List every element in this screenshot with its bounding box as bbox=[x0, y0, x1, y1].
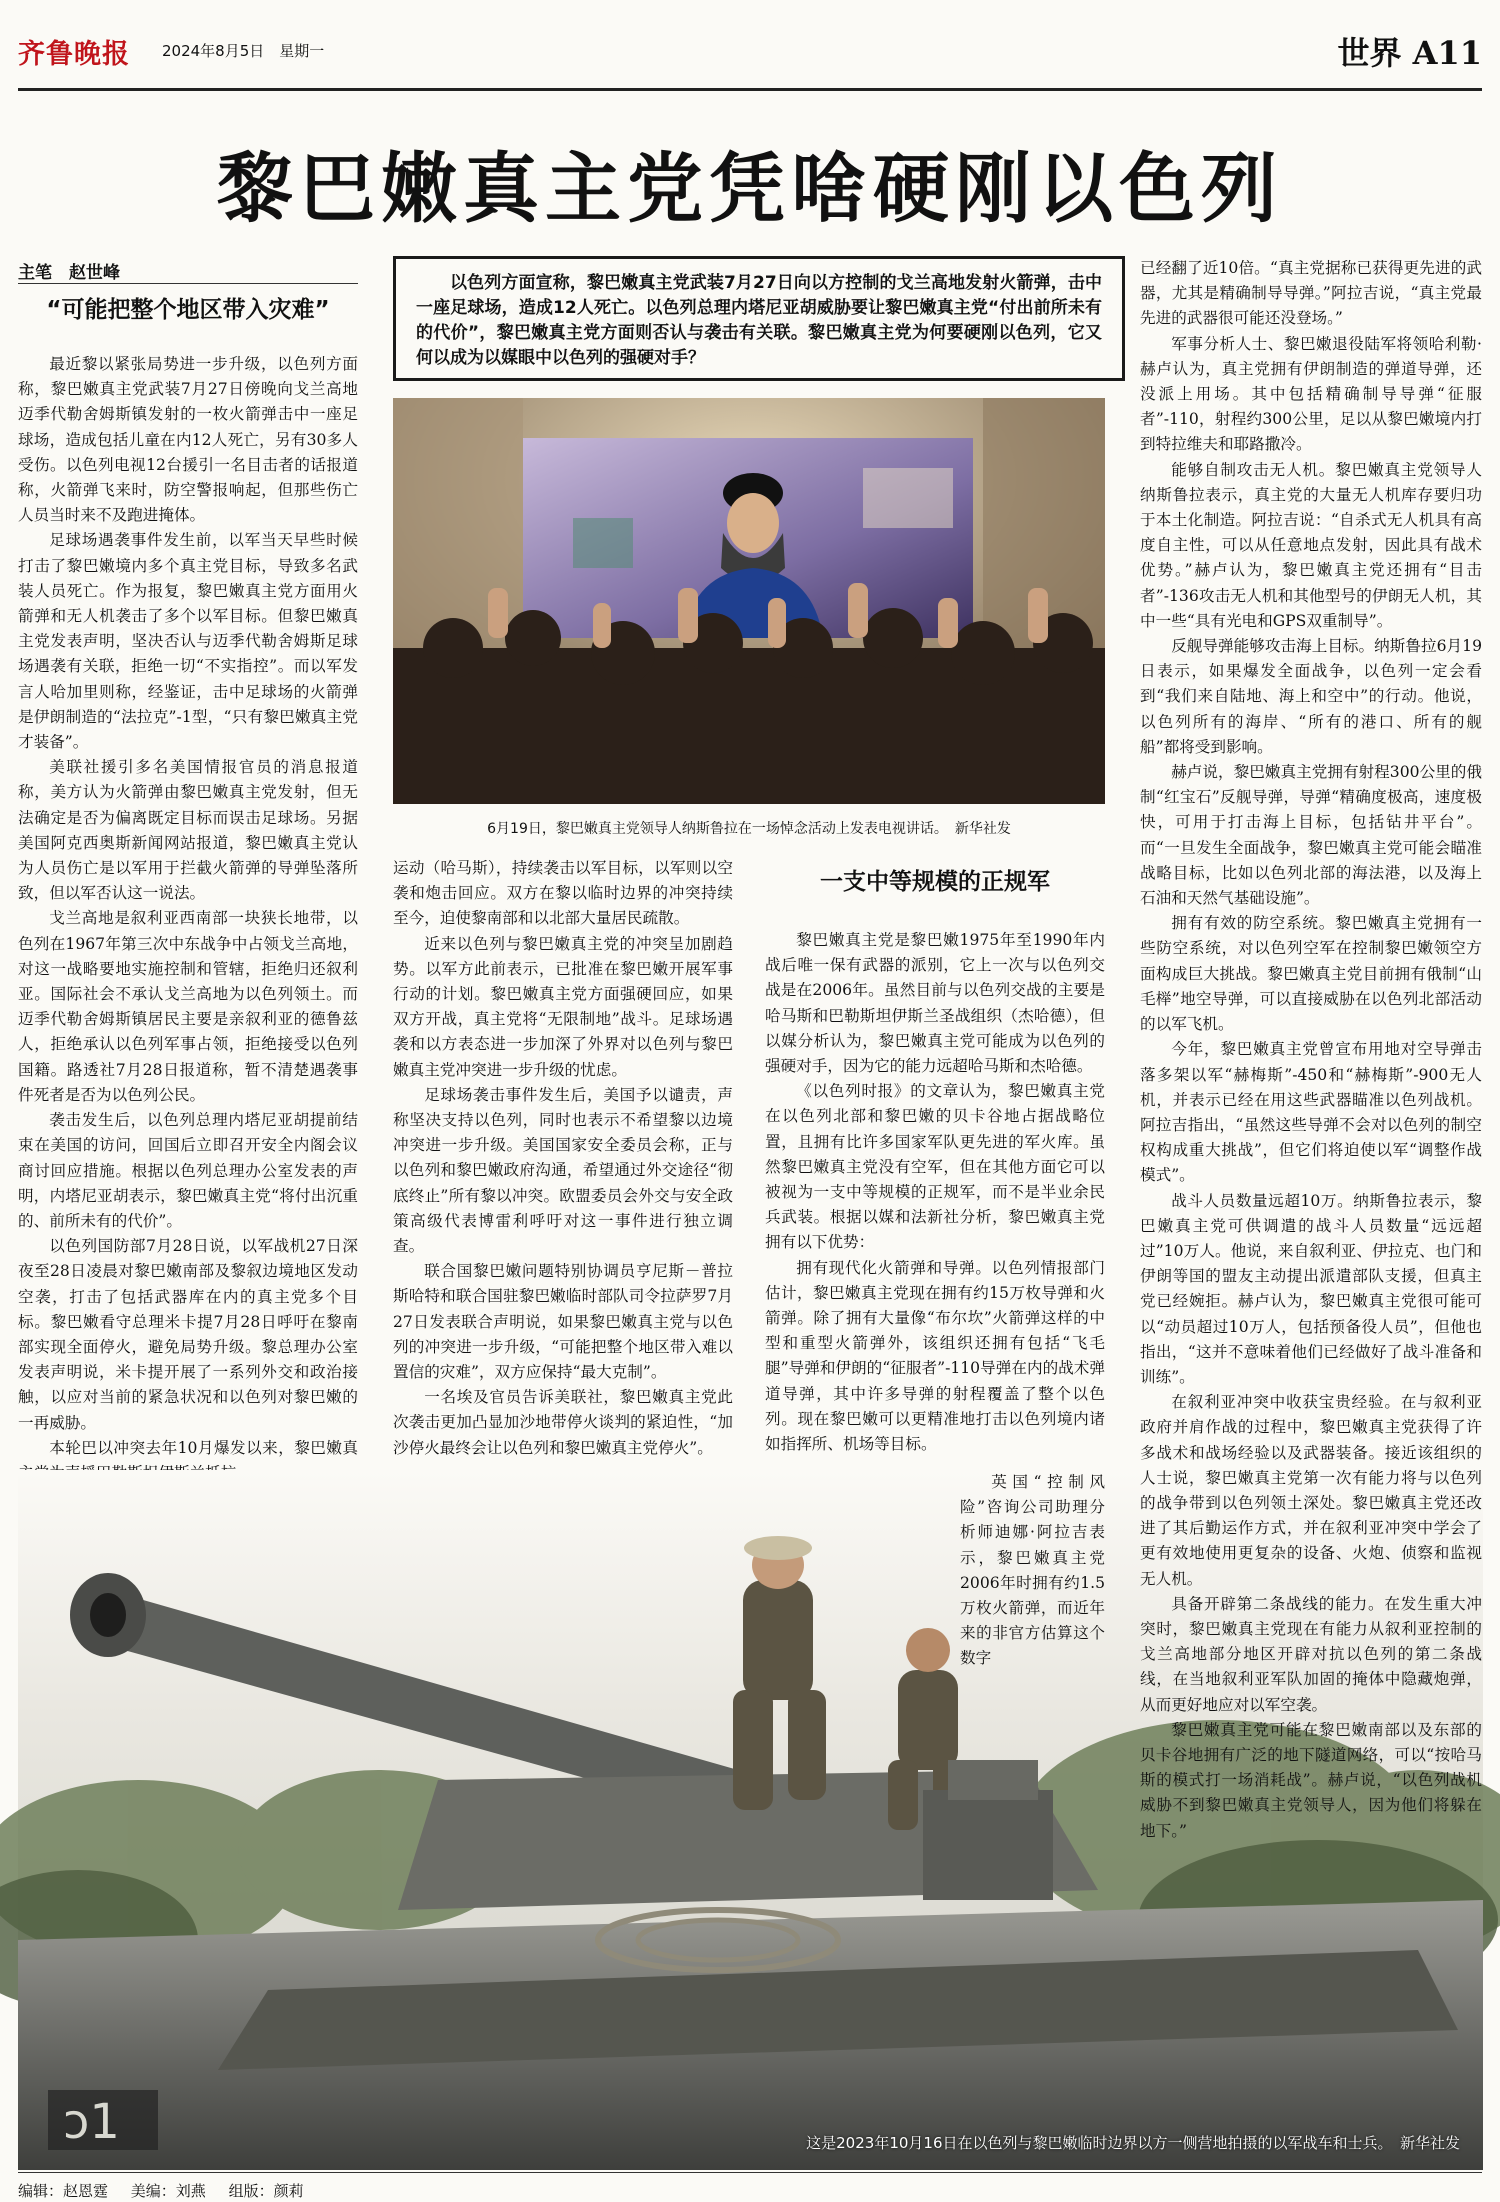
layout-credit: 组版：颜莉 bbox=[228, 2182, 304, 2200]
paragraph: 赫卢说，黎巴嫩真主党拥有射程300公里的俄制“红宝石”反舰导弹，导弹“精确度极高，速度极快，可用于打击海上目标，包括钻井平台”。而“一旦发生全面战争，黎巴嫩真主党可能会瞄准战略目标，比如以色列北部的海法港，以及海上石油和天然气基础设施”。 bbox=[1140, 763, 1482, 908]
paragraph: 足球场袭击事件发生后，美国予以谴责，声称坚决支持以色列，同时也表示不希望黎以边境冲突进一步升级。美国国家安全委员会称，正与以色列和黎巴嫩政府沟通，希望通过外交途径“彻底终止”所有黎以冲突。欧盟委员会外交与安全政策高级代表博雷利呼吁对这一事件进行独立调查。 bbox=[393, 1085, 733, 1256]
paragraph: 战斗人员数量远超10万。纳斯鲁拉表示，黎巴嫩真主党可供调遣的战斗人员数量“远远超过”10万人。他说，来自叙利亚、伊拉克、也门和伊朗等国的盟友主动提出派遣部队支援，但真主党已经婉拒。赫卢认为，黎巴嫩真主党很可能可以“动员超过10万人，包括预备役人员”，但他也指出，“这并不意味着他们已经做好了战斗准备和训练”。 bbox=[1140, 1191, 1482, 1386]
paragraph: 拥有有效的防空系统。黎巴嫩真主党拥有一些防空系统，对以色列空军在控制黎巴嫩领空方面构成巨大挑战。黎巴嫩真主党目前拥有俄制“山毛榉”地空导弹，可以直接威胁在以色列北部活动的以军飞机。 bbox=[1140, 914, 1482, 1034]
page-headline: 黎巴嫩真主党凭啥硬刚以色列 bbox=[217, 144, 1283, 233]
paragraph: 最近黎以紧张局势进一步升级，以色列方面称，黎巴嫩真主党武装7月27日傍晚向戈兰高地迈季代勒舍姆斯镇发射的一枚火箭弹击中一座足球场，造成包括儿童在内12人死亡，另有30多人受伤。以色列电视12台援引一名目击者的话报道称，火箭弹飞来时，防空警报响起，但那些伤亡人员当时来不及跑进掩体。 bbox=[18, 355, 358, 525]
byline-rule bbox=[18, 283, 358, 284]
paragraph: 《以色列时报》的文章认为，黎巴嫩真主党在以色列北部和黎巴嫩的贝卡谷地占据战略位置，且拥有比许多国家军队更先进的军火库。虽然黎巴嫩真主党没有空军，但在其他方面它可以被视为一支中等规模的正规军，而不是半业余民兵武装。根据以媒和法新社分析，黎巴嫩真主党拥有以下优势： bbox=[765, 1082, 1105, 1252]
paragraph: 近来以色列与黎巴嫩真主党的冲突呈加剧趋势。以军方此前表示，已批准在黎巴嫩开展军事行动的计划。黎巴嫩真主党方面强硬回应，如果双方开战，真主党将“无限制地”战斗。足球场遇袭和以方表态进一步加深了外界对以色列与黎巴嫩真主党冲突进一步升级的忧虑。 bbox=[393, 934, 733, 1079]
paragraph: 已经翻了近10倍。“真主党据称已获得更先进的武器，尤其是精确制导导弹。”阿拉吉说，“真主党最先进的武器很可能还没登场。” bbox=[1140, 259, 1482, 328]
paragraph: 英国“控制风险”咨询公司助理分析师迪娜·阿拉吉表示，黎巴嫩真主党2006年时拥有约1.5万枚火箭弹，而近年来的非官方估算这个数字 bbox=[960, 1473, 1105, 1668]
paragraph: 以色列国防部7月28日说，以军战机27日深夜至28日凌晨对黎巴嫩南部及黎叙边境地区发动空袭，打击了包括武器库在内的真主党多个目标。黎巴嫩看守总理米卡提7月28日呼吁在黎南部实现全面停火，避免局势升级。黎总理办公室发表声明说，米卡提开展了一系列外交和政治接触，以应对当前的紧急状况和以色列对黎巴嫩的一再威胁。 bbox=[18, 1237, 358, 1432]
paragraph: 联合国黎巴嫩问题特别协调员亨尼斯－普拉斯哈特和联合国驻黎巴嫩临时部队司令拉萨罗7月27日发表联合声明说，如果黎巴嫩真主党与以色列的冲突进一步升级，“可能把整个地区带入难以置信的灾难”，双方应保持“最大克制”。 bbox=[393, 1262, 733, 1382]
article-column-3-continued bbox=[960, 1470, 1105, 1720]
paragraph: 今年，黎巴嫩真主党曾宣布用地对空导弹击落多架以军“赫梅斯”-450和“赫梅斯”-900无人机，并表示已经在用这些武器瞄准以色列战机。阿拉吉指出，“虽然这些导弹不会对以色列的制空权构成重大挑战”，但它们将迫使以军“调整作战模式”。 bbox=[1140, 1040, 1482, 1185]
paragraph: 拥有现代化火箭弹和导弹。以色列情报部门估计，黎巴嫩真主党现在拥有约15万枚导弹和火箭弹。除了拥有大量像“布尔坎”火箭弹这样的中型和重型火箭弹外，该组织还拥有包括“飞毛腿”导弹和伊朗的“征服者”-110导弹在内的战术弹道导弹，其中许多导弹的射程覆盖了整个以色列。现在黎巴嫩可以更精准地打击以色列境内诸如指挥所、机场等目标。 bbox=[765, 1258, 1105, 1454]
date-text: 2024年8月5日 bbox=[162, 42, 265, 60]
photo2-caption: 这是2023年10月16日在以色列与黎巴嫩临时边界以方一侧营地拍摄的以军战车和士兵。 新华社发 bbox=[806, 2134, 1460, 2152]
paragraph: 袭击发生后，以色列总理内塔尼亚胡提前结束在美国的访问，回国后立即召开安全内阁会议商讨回应措施。根据以色列总理办公室发表的声明，内塔尼亚胡表示，黎巴嫩真主党“将付出沉重的、前所未有的代价”。 bbox=[18, 1111, 358, 1230]
paragraph: 军事分析人士、黎巴嫩退役陆军将领哈利勒·赫卢认为，真主党拥有伊朗制造的弹道导弹，还没派上用场。其中包括精确制导导弹“征服者”-110，射程约300公里，足以从黎巴嫩境内打到特拉维夫和耶路撒冷。 bbox=[1140, 334, 1482, 454]
paragraph: 本轮巴以冲突去年10月爆发以来，黎巴嫩真 bbox=[49, 1438, 358, 1457]
art-credit: 美编：刘燕 bbox=[130, 2182, 206, 2200]
section2-title-box bbox=[765, 870, 1105, 918]
photo-nasrallah-speech bbox=[393, 398, 1105, 804]
footer-credits bbox=[18, 2180, 322, 2201]
paragraph: 一名埃及官员告诉美联社，黎巴嫩真主党此次袭击更加凸显加沙地带停火谈判的紧迫性，“加沙停火最终会让以色列和黎巴嫩真主党停火”。 bbox=[393, 1388, 733, 1457]
section2-title: 一支中等规模的正规军 bbox=[820, 869, 1050, 895]
issue-date bbox=[162, 40, 324, 61]
photo1-caption: 6月19日，黎巴嫩真主党领导人纳斯鲁拉在一场悼念活动上发表电视讲话。 新华社发 bbox=[487, 821, 1011, 837]
section-label: 世界 A11 bbox=[1337, 34, 1482, 72]
article-column-4 bbox=[1140, 256, 1482, 2026]
paragraph: 反舰导弹能够攻击海上目标。纳斯鲁拉6月19日表示，如果爆发全面战争，以色列一定会看到“我们来自陆地、海上和空中”的行动。他说，以色列所有的海岸、“所有的港口、所有的舰船”都将受到影响。 bbox=[1140, 637, 1482, 756]
tank-number: ɔ1 bbox=[63, 2094, 120, 2150]
section1-title: “可能把整个地区带入灾难” bbox=[46, 297, 330, 323]
paragraph: 黎巴嫩真主党是黎巴嫩1975年至1990年内战后唯一保有武器的派别，它上一次与以色列交战是在2006年。虽然目前与以色列交战的主要是哈马斯和巴勒斯坦伊斯兰圣战组织（杰哈德），但以媒分析认为，黎巴嫩真主党可能成为以色列的强硬对手，因为它的能力远超哈马斯和杰哈德。 bbox=[765, 931, 1105, 1076]
paragraph: 黎巴嫩真主党可能在黎巴嫩南部以及东部的贝卡谷地拥有广泛的地下隧道网络，可以“按哈马斯的模式打一场消耗战”。赫卢说，“以色列战机威胁不到黎巴嫩真主党领导人，因为他们将躲在地下。” bbox=[1140, 1720, 1482, 1840]
paragraph: 能够自制攻击无人机。黎巴嫩真主党领导人纳斯鲁拉表示，真主党的大量无人机库存要归功于本土化制造。阿拉吉说：“自杀式无人机具有高度自主性，可以从任意地点发射，因此具有战术优势。”赫卢认为，黎巴嫩真主党还拥有“目击者”-136攻击无人机和其他型号的伊朗无人机，其中一些“具有光电和GPS双重制导”。 bbox=[1140, 460, 1482, 630]
section1-title-box bbox=[18, 298, 358, 338]
footer-rule bbox=[18, 2172, 1482, 2173]
paragraph: 具备开辟第二条战线的能力。在发生重大冲突时，黎巴嫩真主党现在有能力从叙利亚控制的戈兰高地部分地区开辟对抗以色列的第二条战线，在当地叙利亚军队加固的掩体中隐藏炮弹，从而更好地应对以军空袭。 bbox=[1140, 1594, 1482, 1714]
summary-text: 以色列方面宣称，黎巴嫩真主党武装7月27日向以方控制的戈兰高地发射火箭弹，击中一座足球场，造成12人死亡。以色列总理内塔尼亚胡威胁要让黎巴嫩真主党“付出前所未有的代价”，黎巴嫩真主党方面则否认与袭击有关联。黎巴嫩真主党为何要硬刚以色列，它又何以成为以媒眼中以色列的强硬对手？ bbox=[416, 273, 1102, 368]
article-column-1 bbox=[18, 352, 358, 1470]
article-column-2 bbox=[393, 856, 733, 1470]
photo-nasrallah-image bbox=[393, 398, 1105, 804]
byline: 主笔 赵世峰 bbox=[18, 263, 120, 283]
weekday-text: 星期一 bbox=[279, 42, 325, 60]
paragraph: 足球场遇袭事件发生前，以军当天早些时候打击了黎巴嫩境内多个真主党目标，导致多名武装人员死亡。作为报复，黎巴嫩真主党方面用火箭弹和无人机袭击了多个以军目标。但黎巴嫩真主党发表声明，坚决否认与迈季代勒舍姆斯足球场遇袭有关联，拒绝一切“不实指控”。而以军发言人哈加里则称，经鉴证，击中足球场的火箭弹是伊朗制造的“法拉克”-1型，“只有黎巴嫩真主党才装备”。 bbox=[18, 531, 358, 752]
paragraph: 在叙利亚冲突中收获宝贵经验。在与叙利亚政府并肩作战的过程中，黎巴嫩真主党获得了许多战术和战场经验以及武器装备。接近该组织的人士说，黎巴嫩真主党第一次有能力将与以色列的战争带到以色列领土深处。黎巴嫩真主党还改进了其后勤运作方式，并在叙利亚冲突中学会了更有效地使用更复杂的设备、火炮、侦察和监视无人机。 bbox=[1140, 1393, 1482, 1588]
paragraph: 运动（哈马斯），持续袭击以军目标，以军则以空袭和炮击回应。双方在黎以临时边界的冲突持续至今，迫使黎南部和以北部大量居民疏散。 bbox=[393, 859, 733, 928]
header-rule bbox=[18, 88, 1482, 91]
editor-credit: 编辑：赵恩霆 bbox=[18, 2182, 109, 2200]
paragraph: 美联社援引多名美国情报官员的消息报道称，美方认为火箭弹由黎巴嫩真主党发射，但无法确定是否为偏离既定目标而误击足球场。另据美国阿克西奥斯新闻网站报道，黎巴嫩真主党认为人员伤亡是以军用于拦截火箭弹的导弹坠落所致，但以军否认这一说法。 bbox=[18, 758, 358, 903]
article-column-3 bbox=[765, 928, 1105, 1473]
masthead: 齐鲁晚报 bbox=[18, 39, 130, 70]
summary-box bbox=[393, 256, 1125, 381]
paragraph: 戈兰高地是叙利亚西南部一块狭长地带，以色列在1967年第三次中东战争中占领戈兰高地，对这一战略要地实施控制和管辖，拒绝归还叙利亚。国际社会不承认戈兰高地为以色列领土。而迈季代勒舍姆斯镇居民主要是亲叙利亚的德鲁兹人，拒绝承认以色列军事占领，拒绝接受以色列国籍。路透社7月28日报道称，暂不清楚遇袭事件死者是否为以色列公民。 bbox=[18, 909, 358, 1104]
